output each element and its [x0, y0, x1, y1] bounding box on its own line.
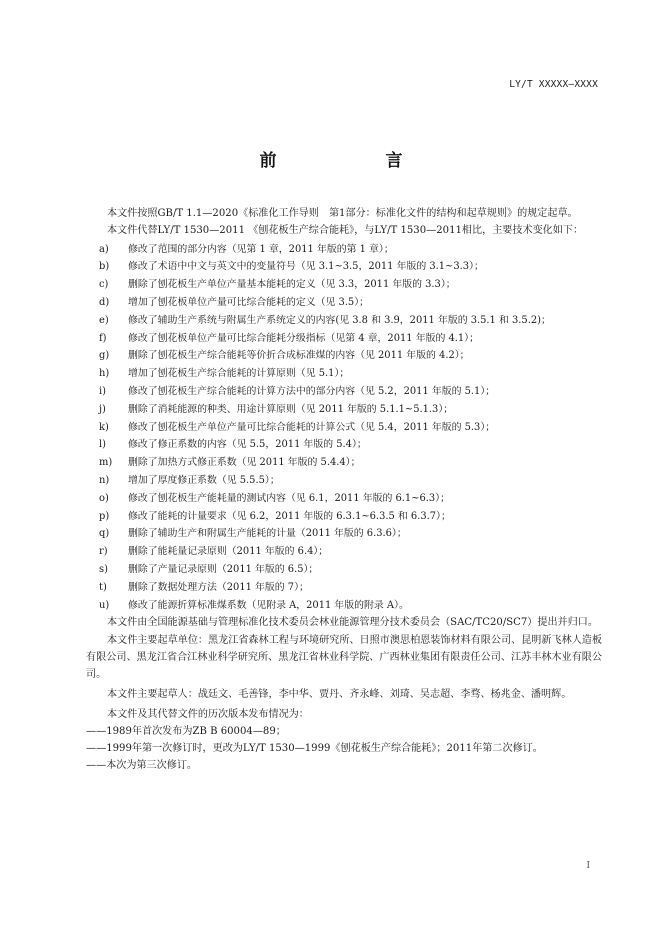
change-item-marker: c)	[99, 279, 109, 291]
page-title: 前 言	[259, 151, 449, 171]
drafters-paragraph: 本文件主要起草人：战廷文、毛善锋，李中华、贾丹、齐永峰、刘琦、吴志超、李骛、杨兆金、潘明辉。	[107, 688, 572, 700]
standard-code: LY/T XXXXX—XXXX	[509, 79, 598, 90]
change-item	[86, 383, 602, 400]
change-item	[86, 597, 602, 614]
change-item-marker: g)	[99, 350, 110, 362]
change-item-marker: d)	[99, 296, 110, 308]
change-item	[86, 330, 602, 347]
change-item	[86, 241, 602, 258]
history-item: ——1999年第一次修订时，更改为LY/T 1530—1999《刨花板生产综合能耗》；2011年第二次修订。	[86, 743, 543, 755]
change-item	[86, 294, 602, 311]
change-item-text: 删除了产量记录原则（2011 年版的 6.5）；	[128, 563, 319, 575]
page-number: I	[586, 861, 590, 871]
change-item-marker: j)	[99, 403, 106, 415]
change-item-text: 删除了刨花板生产单位产量基本能耗的定义（见 3.3，2011 年版的 3.3）；	[128, 279, 456, 291]
change-item-marker: q)	[99, 528, 110, 540]
history-item: ——本次为第三次修订。	[86, 760, 198, 772]
change-item	[86, 401, 602, 418]
change-item-marker: i)	[99, 385, 107, 397]
change-item-marker: o)	[99, 492, 109, 504]
change-item-text: 修改了范围的部分内容（见第 1 章，2011 年版的第 1 章）；	[128, 243, 394, 255]
change-item-text: 增加了刨花板单位产量可比综合能耗的定义（见 3.5）；	[128, 296, 370, 308]
history-item: ——1989年首次发布为ZB B 60004—89；	[86, 725, 286, 737]
change-item	[86, 543, 602, 560]
change-item	[86, 276, 602, 293]
change-item-text: 删除了消耗能源的种类、用途计算原则（见 2011 年版的 5.1.1~5.1.3）；	[128, 403, 454, 415]
change-item-marker: p)	[99, 510, 110, 522]
intro-paragraph-2: 本文件代替LY/T 1530—2011 《刨花板生产综合能耗》，与LY/T 1530—2011相比，主要技术变化如下：	[107, 225, 584, 237]
change-item-text: 修改了刨花板单位产量可比综合能耗分级指标（见第 4 章，2011 年版的 4.1）；	[128, 332, 479, 344]
change-item-text: 修改了刨花板生产单位产量可比综合能耗的计算公式（见 5.4，2011 年版的 5.3）；	[128, 421, 496, 433]
drafting-units-paragraph: 本文件主要起草单位：黑龙江省森林工程与环境研究所、日照市澳思柏恩装饰材料有限公司、昆明新飞林人造板有限公司、黑龙江省合江林业科学研究所、黑龙江省林业科学院、广西林业集团有限责任公司、江苏丰林木业有限公司。	[86, 634, 602, 681]
change-item	[86, 579, 602, 596]
change-item-text: 修改了辅助生产系统与附属生产系统定义的内容(见 3.8 和 3.9，2011 年版的 3.5.1 和 3.5.2)；	[128, 314, 551, 326]
change-item-text: 增加了刨花板生产综合能耗的计算原则（见 5.1）；	[128, 368, 350, 380]
change-item-text: 删除了辅助生产和附属生产能耗的计量（2011 年版的 6.3.6）；	[128, 528, 407, 540]
change-item-text: 修改了术语中中文与英文中的变量符号（见 3.1~3.5，2011 年版的 3.1~3.3）；	[128, 261, 484, 273]
change-item-text: 修改了修正系数的内容（见 5.5，2011 年版的 5.4）；	[128, 439, 367, 451]
change-item-text: 删除了刨花板生产综合能耗等价折合成标准煤的内容（见 2011 年版的 4.2）；	[128, 350, 470, 362]
committee-paragraph: 本文件由全国能源基础与管理标准化技术委员会林业能源管理分技术委员会（SAC/TC20/SC7）提出并归口。	[107, 617, 598, 629]
history-list	[86, 723, 602, 775]
change-item-marker: m)	[99, 457, 113, 469]
history-intro: 本文件及其代替文件的历次版本发布情况为：	[107, 708, 309, 720]
change-item-text: 删除了能耗量记录原则（2011 年版的 6.4）；	[128, 546, 329, 558]
change-item-marker: n)	[99, 474, 110, 486]
change-item-marker: a)	[99, 243, 109, 255]
change-item-marker: k)	[99, 421, 109, 433]
change-item-marker: r)	[99, 546, 108, 558]
change-item-text: 修改了刨花板生产能耗量的测试内容（见 6.1，2011 年版的 6.1~6.3）；	[128, 492, 450, 504]
change-item-marker: b)	[99, 261, 110, 273]
intro-paragraph-1: 本文件按照GB/T 1.1—2020《标准化工作导则 第1部分：标准化文件的结构和起草规则》的规定起草。	[107, 208, 578, 219]
document-body	[86, 205, 602, 775]
change-item-marker: h)	[99, 368, 110, 380]
change-item-text: 修改了能耗的计量要求（见 6.2，2011 年版的 6.3.1~6.3.5 和 6.3.7）；	[128, 510, 451, 522]
change-item	[86, 365, 602, 382]
change-item	[86, 508, 602, 525]
change-item	[86, 312, 602, 329]
change-item-marker: l)	[99, 439, 107, 451]
change-item-marker: u)	[99, 599, 110, 611]
change-item	[86, 561, 602, 578]
change-item-text: 修改了能源折算标准煤系数（见附录 A，2011 年版的附录 A）。	[128, 599, 409, 611]
change-item-marker: e)	[99, 314, 109, 326]
change-item-text: 删除了数据处理方法（2011 年版的 7）；	[128, 581, 309, 593]
change-item-text: 修改了刨花板生产综合能耗的计算方法中的部分内容（见 5.2，2011 年版的 5.1）；	[128, 385, 496, 397]
change-item	[86, 472, 602, 489]
change-item-text: 删除了加热方式修正系数（见 2011 年版的 5.4.4）；	[128, 457, 361, 469]
change-item-text: 增加了厚度修正系数（见 5.5.5）；	[128, 474, 280, 486]
change-item	[86, 454, 602, 471]
change-item	[86, 419, 602, 436]
change-item-marker: f)	[99, 332, 107, 344]
change-item	[86, 347, 602, 364]
change-item	[86, 525, 602, 542]
change-item	[86, 258, 602, 275]
changes-list	[86, 241, 602, 614]
change-item	[86, 490, 602, 507]
change-item-marker: t)	[99, 581, 107, 593]
change-item	[86, 436, 602, 453]
change-item-marker: s)	[99, 563, 108, 575]
